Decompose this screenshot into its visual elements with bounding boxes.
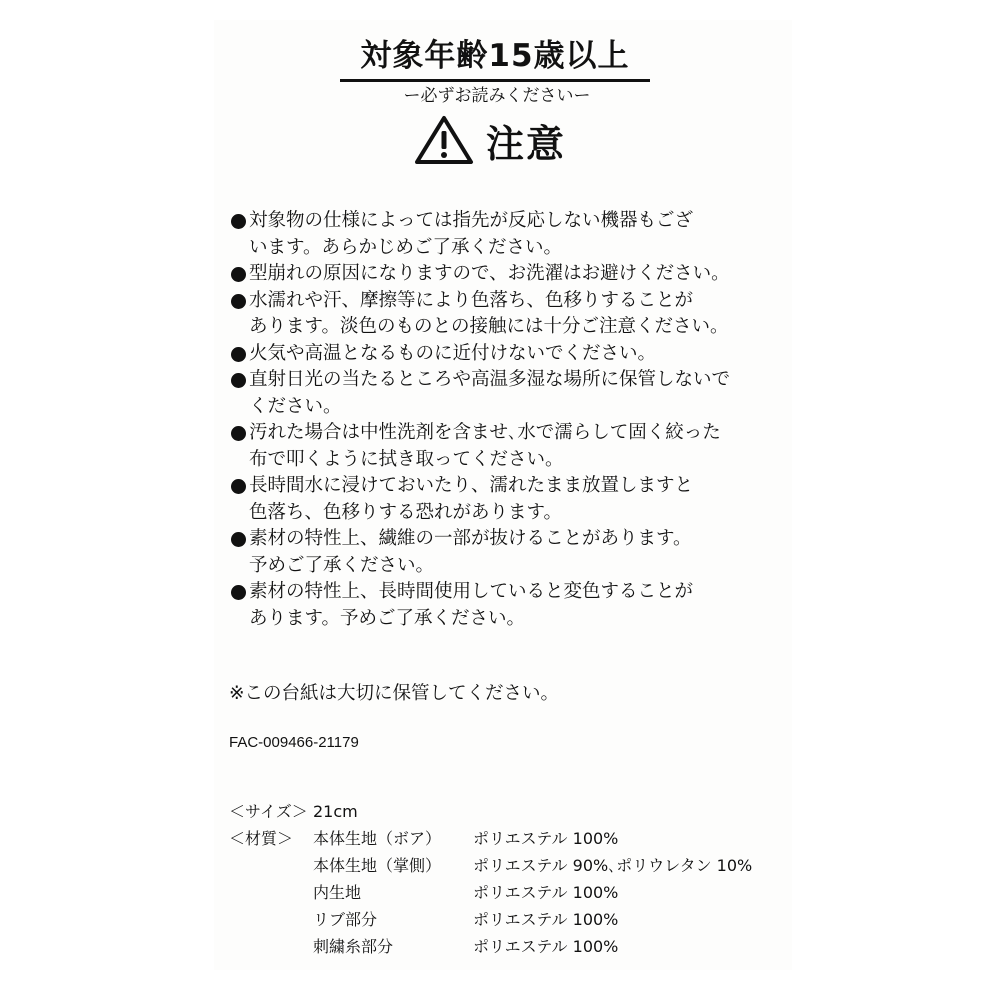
product-code: FAC-009466-21179	[229, 734, 359, 751]
note-line: ください。	[249, 395, 342, 417]
material-part: 本体生地（ボア）	[313, 829, 442, 848]
material-value: ポリエステル 100%	[473, 883, 619, 902]
size-row	[229, 798, 752, 825]
material-row	[229, 879, 752, 906]
note-line: 型崩れの原因になりますので、お洗濯はお避けください。	[249, 263, 730, 284]
list-item	[229, 288, 789, 341]
material-row	[229, 825, 752, 852]
note-line: 火気や高温となるものに近付けないでください。	[249, 342, 657, 364]
material-value: ポリエステル 100%	[473, 910, 619, 929]
material-row	[229, 933, 752, 960]
warning-triangle-icon	[414, 115, 474, 165]
material-part: 刺繍糸部分	[313, 937, 394, 956]
bullet-icon	[231, 373, 246, 388]
note-line: 汚れた場合は中性洗剤を含ませ､水で濡らして固く絞った	[249, 422, 721, 443]
caution-list	[229, 208, 789, 632]
bullet-icon	[231, 585, 246, 600]
spec-table	[229, 798, 752, 960]
material-value: ポリエステル 100%	[473, 829, 619, 848]
bullet-icon	[231, 479, 246, 494]
list-item	[229, 526, 789, 579]
material-part: 本体生地（掌側）	[313, 856, 442, 875]
material-part: 内生地	[313, 883, 362, 902]
material-label: ＜材質＞	[229, 829, 294, 848]
list-item	[229, 473, 789, 526]
bullet-icon	[231, 267, 246, 282]
note-line: 素材の特性上、繊維の一部が抜けることがあります。	[249, 528, 692, 549]
list-item	[229, 579, 789, 632]
note-line: 素材の特性上、長時間使用していると変色することが	[249, 581, 694, 602]
note-line: 布で叩くように拭き取ってください。	[249, 448, 564, 470]
note-line: あります。淡色のものとの接触には十分ご注意ください。	[249, 316, 729, 337]
list-item	[229, 420, 789, 473]
caution-label: 注意	[486, 121, 567, 166]
note-line: あります。予めご了承ください。	[249, 607, 526, 629]
read-notice: ー必ずお読みくださいー	[403, 86, 591, 106]
list-item	[229, 261, 789, 288]
note-line: 水濡れや汗、摩擦等により色落ち、色移りすることが	[249, 289, 694, 311]
note-line: 対象物の仕様によっては指先が反応しない機器もござ	[249, 210, 694, 231]
list-item	[229, 208, 789, 261]
material-row	[229, 852, 752, 879]
caution-heading	[414, 114, 566, 166]
bullet-icon	[231, 532, 246, 547]
list-item	[229, 367, 789, 420]
bullet-icon	[231, 347, 246, 362]
size-label: ＜サイズ＞	[229, 802, 308, 821]
material-value: ポリエステル 100%	[473, 937, 619, 956]
note-line: 予めご了承ください。	[249, 554, 435, 576]
bullet-icon	[231, 426, 246, 441]
note-line: います。あらかじめご了承ください。	[249, 236, 563, 258]
material-value: ポリエステル 90%､ポリウレタン 10%	[473, 856, 753, 875]
list-item	[229, 341, 789, 368]
material-row	[229, 906, 752, 933]
note-line: 色落ち、色移りする恐れがあります。	[249, 501, 563, 523]
bullet-icon	[231, 214, 246, 229]
note-line: 長時間水に浸けておいたり、濡れたまま放置しますと	[249, 475, 694, 496]
material-part: リブ部分	[313, 910, 378, 929]
size-value: 21cm	[313, 802, 358, 821]
note-line: 直射日光の当たるところや高温多湿な場所に保管しないで	[249, 369, 731, 390]
bullet-icon	[231, 294, 246, 309]
age-title: 対象年齢15歳以上	[340, 30, 650, 82]
keep-card-notice: ※この台紙は大切に保管してください。	[229, 683, 560, 704]
